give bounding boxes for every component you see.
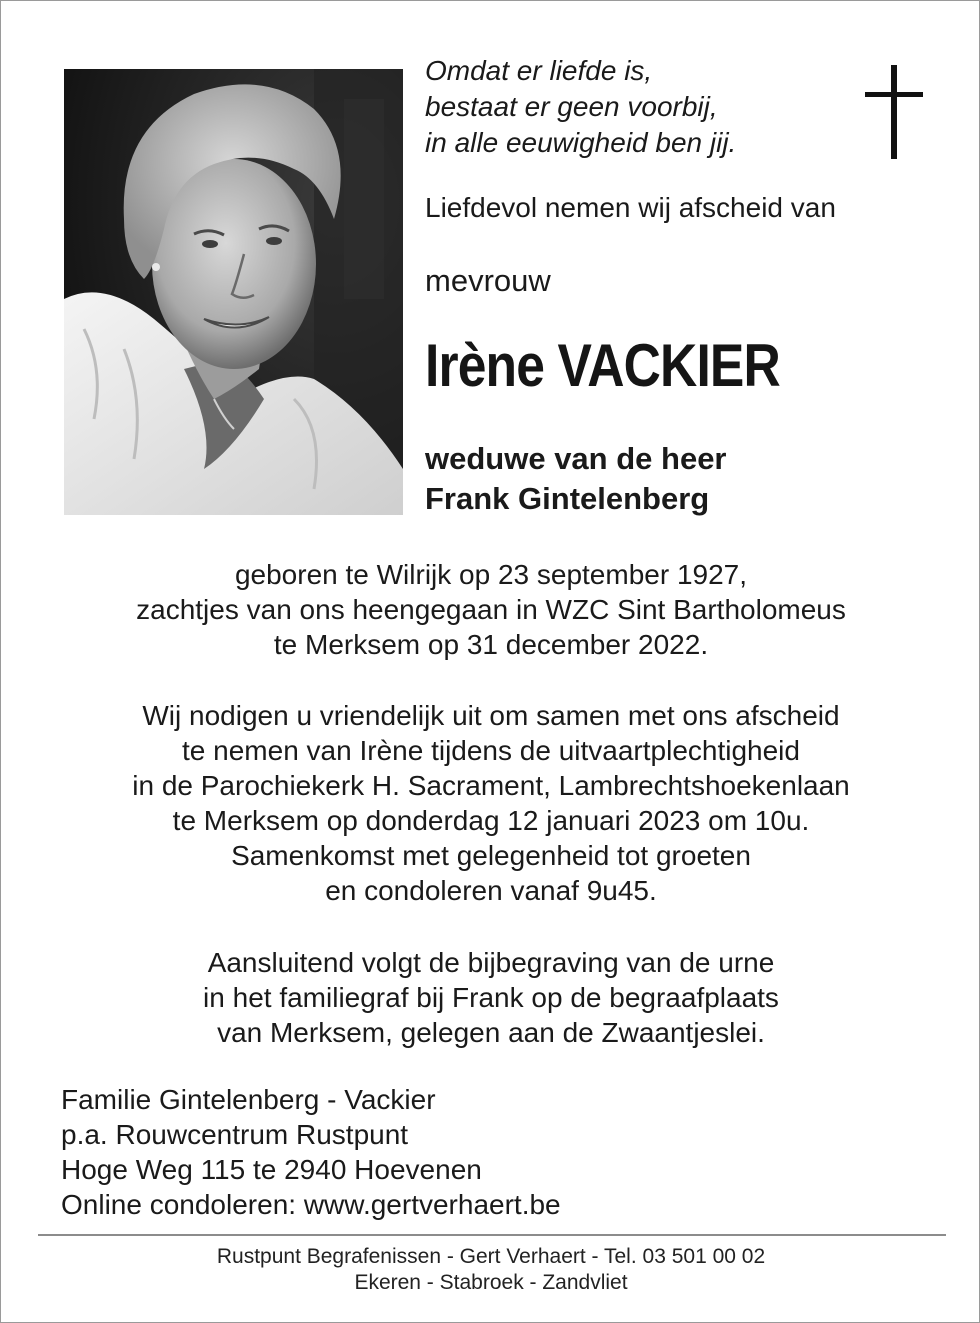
spouse-name: Frank Gintelenberg [425, 481, 710, 516]
text-line: zachtjes van ons heengegaan in WZC Sint Bartholomeus [136, 594, 846, 625]
family-name: Familie Gintelenberg - Vackier [61, 1084, 436, 1115]
text-line: te nemen van Irène tijdens de uitvaartplechtigheid [182, 735, 800, 766]
text-line: geboren te Wilrijk op 23 september 1927, [234, 559, 748, 590]
footer-divider [38, 1234, 946, 1236]
text-line: Aansluitend volgt de bijbegraving van de urne [207, 947, 775, 978]
text-line: van Merksem, gelegen aan de Zwaantjeslei. [217, 1017, 765, 1048]
family-contact [61, 1082, 561, 1222]
spouse-line: weduwe van de heer [425, 441, 727, 476]
spouse-info [425, 439, 727, 519]
text-line: in de Parochiekerk H. Sacrament, Lambrechtshoekenlaan [132, 770, 850, 801]
footer [41, 1244, 941, 1296]
text-line: Wij nodigen u vriendelijk uit om samen met ons afscheid [142, 700, 840, 731]
online-condolence-line: Online condoleren: www.gertverhaert.be [61, 1189, 561, 1220]
cross-icon [865, 65, 923, 159]
text-line: Samenkomst met gelegenheid tot groeten [231, 840, 751, 871]
portrait-photo [64, 69, 403, 515]
text-line: te Merksem op 31 december 2022. [273, 629, 709, 660]
salutation: mevrouw [425, 263, 551, 298]
address-line: Hoge Weg 115 te 2940 Hoevenen [61, 1154, 482, 1185]
poem-line: bestaat er geen voorbij, [425, 91, 718, 122]
text-line: en condoleren vanaf 9u45. [325, 875, 657, 906]
burial-details [41, 945, 941, 1050]
contact-line: p.a. Rouwcentrum Rustpunt [61, 1119, 409, 1150]
deceased-name: Irène VACKIER [425, 332, 780, 399]
funeral-invitation [41, 698, 941, 908]
footer-locations: Ekeren - Stabroek - Zandvliet [354, 1271, 628, 1294]
poem [425, 53, 845, 161]
text-line: in het familiegraf bij Frank op de begraafplaats [203, 982, 779, 1013]
intro-text: Liefdevol nemen wij afscheid van [425, 192, 836, 223]
birth-death-details [41, 557, 941, 662]
text-line: te Merksem op donderdag 12 januari 2023 om 10u. [172, 805, 810, 836]
footer-company: Rustpunt Begrafenissen - Gert Verhaert - Tel. 03 501 00 02 [216, 1245, 766, 1268]
poem-line: in alle eeuwigheid ben jij. [425, 127, 737, 158]
poem-line: Omdat er liefde is, [425, 55, 653, 86]
